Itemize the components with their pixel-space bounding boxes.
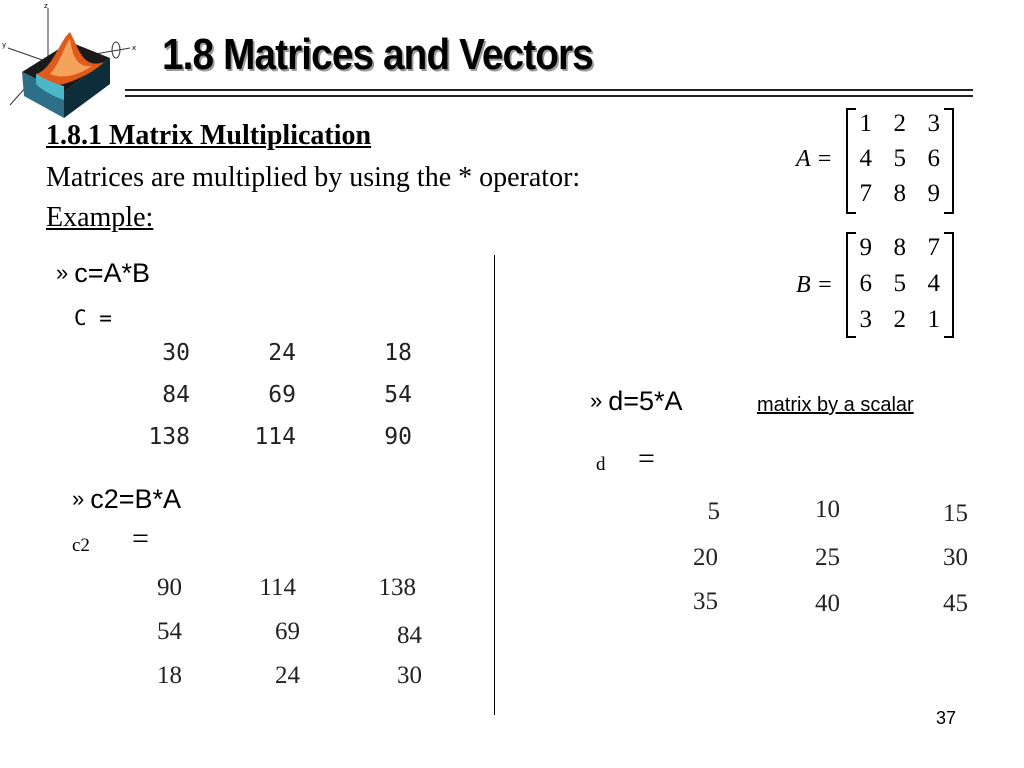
matrix-cell: 54 [157, 618, 182, 645]
matrix-cell: 24 [275, 662, 300, 689]
command-c2 [72, 484, 181, 515]
matrix-cell: 90 [157, 574, 182, 601]
output-c-var: C = [74, 306, 112, 330]
matrix-cell: 7 [859, 180, 872, 207]
matrix-cell: 9 [927, 180, 940, 207]
matrix-a-figure [796, 108, 961, 218]
command-c [56, 258, 150, 289]
matrix-cell: 20 [693, 544, 718, 571]
matrix-b-label: B = [796, 272, 833, 298]
matrix-cell: 30 [397, 662, 422, 689]
matrix-cell: 90 [384, 424, 412, 450]
matrix-cell: 84 [397, 622, 422, 649]
matrix-cell: 84 [162, 382, 190, 408]
logo-axis-y: y [2, 41, 7, 49]
matrix-cell: 18 [384, 340, 412, 366]
matrix-cell: 1 [927, 306, 940, 333]
matrix-cell: 30 [943, 544, 968, 571]
output-c-matrix [120, 340, 420, 466]
logo-axis-z: z [44, 2, 48, 10]
matrix-cell: 138 [378, 574, 416, 601]
matrix-b-grid [854, 232, 944, 338]
matrix-cell: 8 [893, 234, 906, 261]
matrix-cell: 3 [859, 306, 872, 333]
title-rule-bottom [125, 95, 973, 97]
column-divider [494, 255, 495, 715]
prompt-chevron-icon: » [590, 388, 603, 413]
matrix-cell: 15 [943, 500, 968, 527]
matrix-cell: 24 [268, 340, 296, 366]
matrix-cell: 9 [859, 234, 872, 261]
matrix-cell: 69 [275, 618, 300, 645]
matrix-cell: 3 [927, 110, 940, 137]
scalar-note: matrix by a scalar [757, 394, 914, 416]
right-bracket [944, 108, 954, 214]
output-d-equals: = [638, 442, 655, 475]
matrix-cell: 8 [893, 180, 906, 207]
matrix-cell: 2 [893, 110, 906, 137]
command-c-text: c=A*B [74, 258, 151, 288]
matrix-cell: 6 [859, 270, 872, 297]
matrix-cell: 30 [162, 340, 190, 366]
slide-title: 1.8 Matrices and Vectors [162, 30, 593, 79]
matrix-cell: 114 [259, 574, 296, 601]
example-label: Example: [46, 202, 154, 233]
matrix-cell: 54 [384, 382, 412, 408]
title-rule-top [125, 89, 973, 91]
matrix-a-grid [854, 108, 944, 214]
matrix-cell: 4 [859, 145, 872, 172]
output-c2-equals: = [132, 522, 149, 555]
prompt-chevron-icon: » [72, 486, 85, 511]
matrix-cell: 40 [815, 590, 840, 617]
page-number: 37 [936, 708, 957, 728]
matrix-cell: 2 [893, 306, 906, 333]
matrix-cell: 10 [815, 496, 840, 523]
matrix-cell: 18 [157, 662, 182, 689]
output-c2-matrix [120, 574, 430, 694]
intro-text: Matrices are multiplied by using the * operator: [46, 162, 581, 193]
logo-axis-x: x [132, 44, 137, 52]
matrix-cell: 1 [859, 110, 872, 137]
matlab-logo-icon [0, 0, 145, 120]
matrix-cell: 45 [943, 590, 968, 617]
matrix-cell: 25 [815, 544, 840, 571]
matrix-cell: 35 [693, 588, 718, 615]
matrix-cell: 7 [927, 234, 940, 261]
right-bracket [944, 232, 954, 338]
command-d [590, 386, 683, 417]
matrix-a-label: A = [796, 146, 833, 172]
matrix-cell: 5 [707, 498, 720, 525]
output-d-matrix [660, 496, 980, 626]
command-d-text: d=5*A [608, 386, 683, 416]
output-d-var: d [596, 454, 606, 475]
matrix-cell: 5 [893, 270, 906, 297]
matrix-cell: 4 [927, 270, 940, 297]
prompt-chevron-icon: » [56, 260, 69, 285]
output-c2-var: c2 [72, 535, 90, 556]
matrix-cell: 138 [148, 424, 190, 450]
section-heading: 1.8.1 Matrix Multiplication [46, 120, 372, 151]
matrix-cell: 5 [893, 145, 906, 172]
matrix-cell: 69 [268, 382, 296, 408]
matrix-cell: 114 [254, 424, 296, 450]
matrix-b-figure [796, 232, 961, 342]
matrix-cell: 6 [927, 145, 940, 172]
command-c2-text: c2=B*A [90, 484, 182, 514]
